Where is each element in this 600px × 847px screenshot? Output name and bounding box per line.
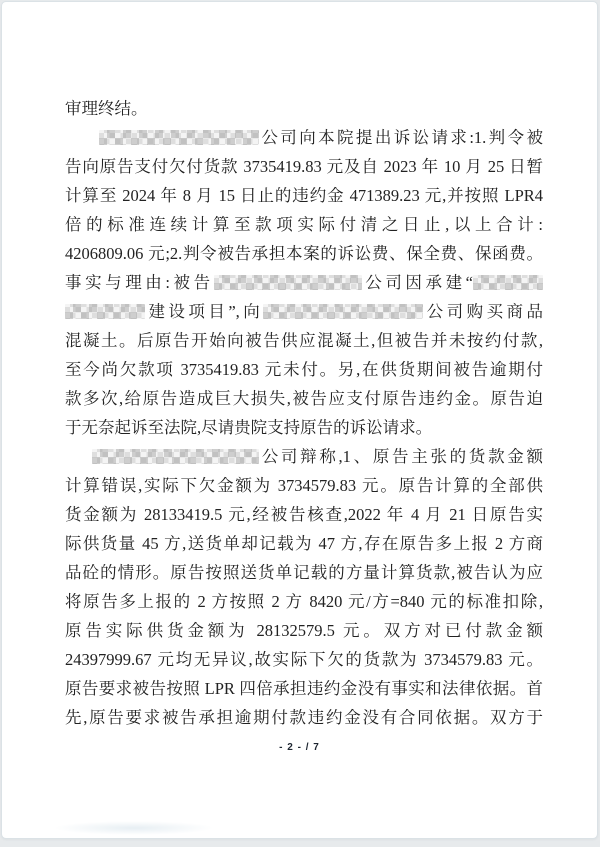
text-segment: 倍的标准连续计算至款项实际付清之日止,以上合计:	[65, 215, 543, 234]
paragraph-indent	[65, 461, 92, 462]
text-line	[65, 355, 543, 384]
redacted-text	[263, 304, 423, 319]
text-segment: 事实与理由:被告	[65, 273, 214, 292]
text-line	[65, 413, 543, 442]
text-segment: 原告要求被告按照 LPR 四倍承担违约金没有事实和法律依据。首	[65, 679, 543, 698]
text-segment: 计算错误,实际下欠金额为 3734579.83 元。原告计算的全部供	[65, 476, 543, 495]
text-line	[65, 587, 543, 616]
text-segment: 计算至 2024 年 8 月 15 日止的违约金 471389.23 元,并按照 LPR4	[65, 186, 543, 205]
text-line	[65, 500, 543, 529]
text-line	[65, 558, 543, 587]
redacted-text	[92, 449, 259, 464]
text-line	[65, 645, 543, 674]
text-line	[65, 529, 543, 558]
text-segment: 公司向本院提出诉讼请求:1.判令被	[259, 128, 543, 147]
text-segment: 审理终结。	[65, 99, 148, 118]
text-line	[65, 210, 543, 239]
redacted-text	[99, 130, 259, 145]
scan-smudge	[54, 821, 214, 835]
text-segment: 4206809.06 元;2.判令被告承担本案的诉讼费、保全费、保函费。	[65, 244, 543, 263]
text-line	[65, 181, 543, 210]
text-segment: 混凝土。后原告开始向被告供应混凝土,但被告并未按约付款,	[65, 331, 543, 350]
text-line	[65, 297, 543, 326]
text-segment: 于无奈起诉至法院,尽请贵院支持原告的诉讼请求。	[65, 418, 433, 437]
text-line	[65, 384, 543, 413]
text-segment: 货金额为 28133419.5 元,经被告核查,2022 年 4 月 21 日原告实	[65, 505, 543, 524]
document-text-block	[65, 94, 543, 732]
redacted-text	[214, 275, 362, 290]
text-line	[65, 94, 543, 123]
text-line	[65, 442, 543, 471]
text-segment: 将原告多上报的 2 方按照 2 方 8420 元/方=840 元的标准扣除,	[65, 592, 543, 611]
redacted-text	[65, 304, 145, 319]
text-segment: 告向原告支付欠付货款 3735419.83 元及自 2023 年 10 月 25 日暂	[65, 157, 543, 176]
text-segment: 建设项目”,向	[145, 302, 264, 321]
text-segment: 公司因承建“	[361, 273, 473, 292]
text-segment: 原告实际供货金额为 28132579.5 元。双方对已付款金额	[65, 621, 543, 640]
text-segment: 品砼的情形。原告按照送货单记载的方量计算货款,被告认为应	[65, 563, 543, 582]
page-number: - 2 - / 7	[279, 742, 320, 753]
text-line	[65, 326, 543, 355]
redacted-text	[473, 275, 543, 290]
text-segment: 公司辩称,1、原告主张的货款金额	[259, 447, 543, 466]
text-line	[65, 703, 543, 732]
text-segment: 至今尚欠款项 3735419.83 元未付。另,在供货期间被告逾期付	[65, 360, 543, 379]
text-line	[65, 152, 543, 181]
text-segment: 先,原告要求被告承担逾期付款违约金没有合同依据。双方于	[65, 708, 543, 727]
document-page	[1, 1, 598, 839]
text-line	[65, 268, 543, 297]
text-segment: 24397999.67 元均无异议,故实际下欠的货款为 3734579.83 元。	[65, 650, 543, 669]
paragraph-indent	[65, 142, 99, 143]
text-line	[65, 123, 543, 152]
text-segment: 际供货量 45 方,送货单却记载为 47 方,存在原告多上报 2 方商	[65, 534, 543, 553]
text-line	[65, 616, 543, 645]
text-line	[65, 471, 543, 500]
text-segment: 公司购买商品	[423, 302, 543, 321]
text-line	[65, 239, 543, 268]
text-segment: 款多次,给原告造成巨大损失,被告应支付原告违约金。原告迫	[65, 389, 543, 408]
text-line	[65, 674, 543, 703]
